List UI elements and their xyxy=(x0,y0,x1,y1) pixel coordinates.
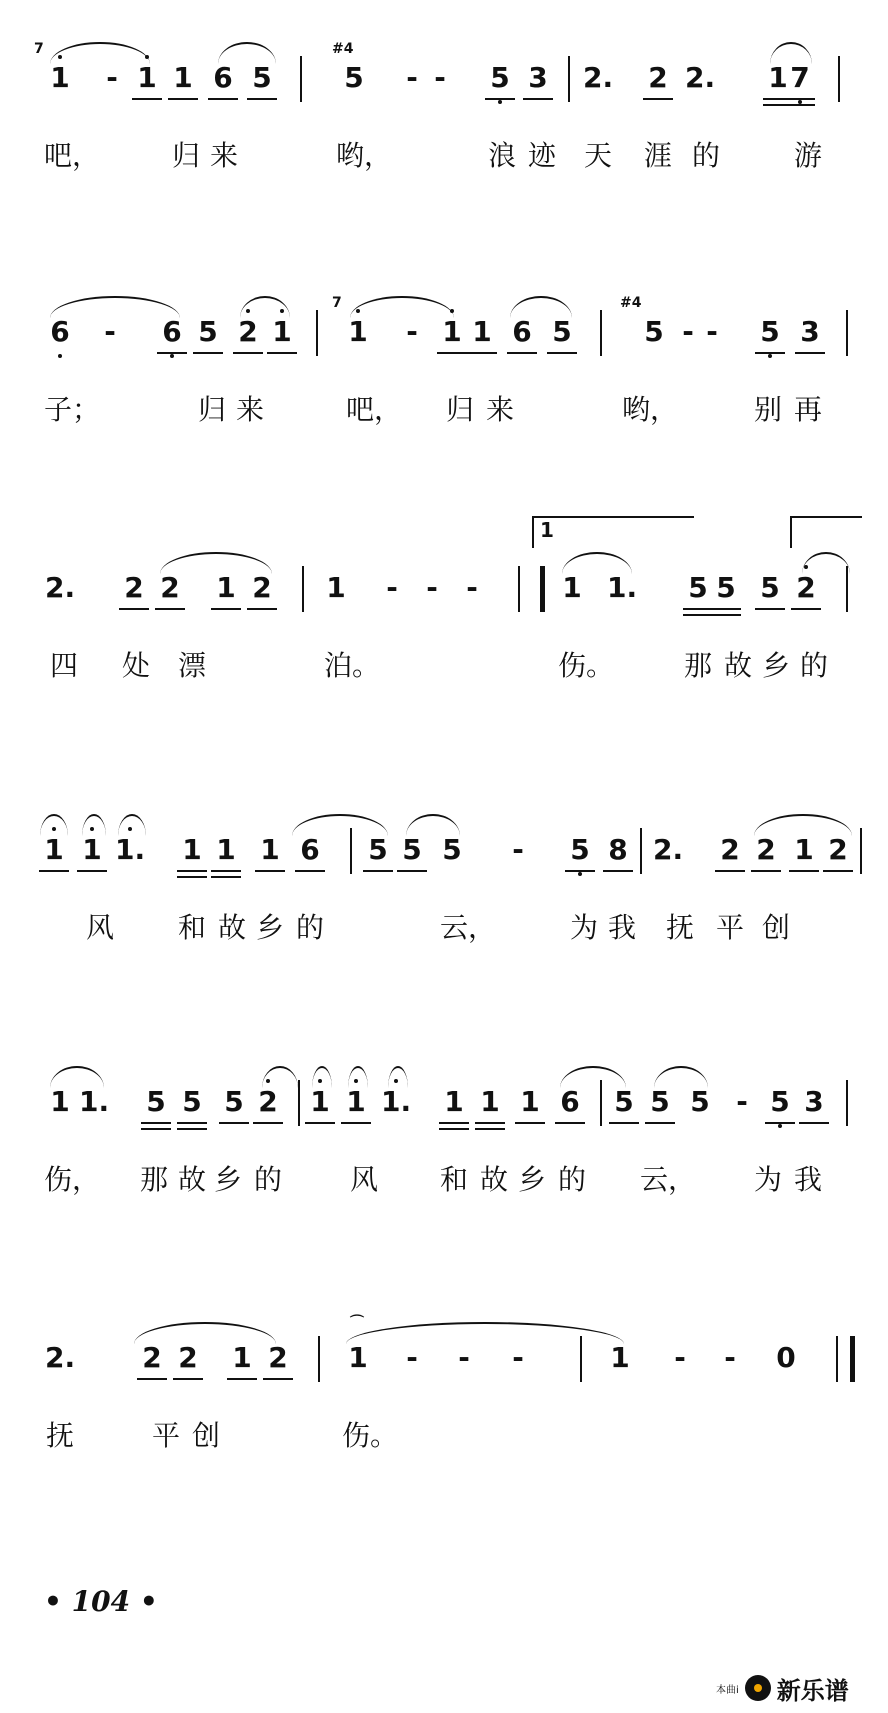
lyric-syllable: 抚 xyxy=(45,1419,74,1452)
lyric-syllable: 故 xyxy=(723,649,752,682)
note: 2 xyxy=(263,1338,293,1380)
note: 1 xyxy=(168,58,198,100)
lyric-syllable: 泊。 xyxy=(324,649,381,682)
grace-note-mark: 7 xyxy=(34,41,44,57)
note: 1 xyxy=(467,312,497,354)
note: 1 xyxy=(255,830,285,872)
lyric-syllable: 为 xyxy=(753,1163,782,1196)
lyric-syllable: 乡 xyxy=(213,1163,242,1196)
lyric-syllable: 归 xyxy=(445,393,474,426)
lyric-syllable: 吧， xyxy=(44,139,101,172)
lyric-syllable: 和 xyxy=(177,911,206,944)
note: 1 xyxy=(39,830,69,872)
lyric-syllable: 平 xyxy=(151,1419,180,1452)
hold-dash: - xyxy=(512,1341,524,1374)
slur xyxy=(348,1066,368,1088)
note: 1 xyxy=(305,1082,335,1124)
lyric-syllable: 的 xyxy=(295,911,324,944)
lyric-syllable: 云， xyxy=(440,911,497,944)
note: 6 xyxy=(295,830,325,872)
note: 5 xyxy=(141,1082,171,1124)
slur xyxy=(82,814,106,836)
note: 5 xyxy=(547,312,577,354)
slur xyxy=(388,1066,408,1088)
lyric-syllable: 归 xyxy=(197,393,226,426)
note: 2. xyxy=(653,833,684,866)
slur xyxy=(406,814,460,836)
slur xyxy=(240,296,290,318)
slur xyxy=(770,42,812,64)
slur xyxy=(292,814,388,836)
hold-dash: - xyxy=(706,315,718,348)
note: 2 xyxy=(137,1338,167,1380)
note: 1 xyxy=(177,830,207,872)
lyric-syllable: 故 xyxy=(217,911,246,944)
note: 5 xyxy=(644,315,664,348)
hold-dash: - xyxy=(426,571,438,604)
lyric-line xyxy=(0,908,888,948)
grace-note-mark: #4 xyxy=(620,295,642,311)
lyric-syllable: 哟， xyxy=(622,393,679,426)
lyric-syllable: 别 xyxy=(753,393,782,426)
note: 5 xyxy=(645,1082,675,1124)
lyric-syllable: 的 xyxy=(799,649,828,682)
lyric-syllable: 伤， xyxy=(44,1163,101,1196)
lyric-syllable: 伤。 xyxy=(558,649,615,682)
hold-dash: - xyxy=(458,1341,470,1374)
notation-line xyxy=(0,1308,888,1408)
lyric-syllable: 再 xyxy=(793,393,822,426)
note: 1 xyxy=(211,830,241,872)
lyric-syllable: 为 xyxy=(569,911,598,944)
lyric-syllable: 创 xyxy=(191,1419,220,1452)
note: 2 xyxy=(247,568,277,610)
note: 5 xyxy=(397,830,427,872)
note: 5 xyxy=(442,833,462,866)
logo-small-text: 本曲i xyxy=(716,1684,739,1696)
lyric-syllable: 哟， xyxy=(336,139,393,172)
lyric-line xyxy=(0,1416,888,1456)
lyric-syllable: 我 xyxy=(793,1163,822,1196)
note: 0 xyxy=(776,1341,796,1374)
note: 2 xyxy=(643,58,673,100)
note: 8 xyxy=(603,830,633,872)
bar-line xyxy=(568,56,570,102)
note: 1 xyxy=(475,1082,505,1124)
slur xyxy=(754,814,852,836)
note: 6 xyxy=(45,312,75,352)
note: 5 xyxy=(177,1082,207,1124)
volta-bracket xyxy=(532,516,694,548)
lyric-syllable: 乡 xyxy=(761,649,790,682)
hold-dash: - xyxy=(434,61,446,94)
note: 2 xyxy=(173,1338,203,1380)
slur xyxy=(262,1066,298,1088)
note: 1 xyxy=(610,1341,630,1374)
slur xyxy=(118,814,146,836)
slur xyxy=(560,1066,626,1088)
bar-line xyxy=(860,828,862,874)
note: 1. xyxy=(79,1085,110,1118)
note: 5 xyxy=(344,61,364,94)
lyric-syllable: 和 xyxy=(439,1163,468,1196)
note: 3 xyxy=(799,1082,829,1124)
lyric-syllable: 乡 xyxy=(255,911,284,944)
note: 5 xyxy=(193,312,223,354)
lyric-line xyxy=(0,1160,888,1200)
lyric-syllable: 风 xyxy=(85,911,114,944)
note: 1 xyxy=(515,1082,545,1124)
note: 2 xyxy=(233,312,263,354)
hold-dash: - xyxy=(466,571,478,604)
lyric-syllable: 的 xyxy=(691,139,720,172)
lyric-syllable: 故 xyxy=(479,1163,508,1196)
note: 5 xyxy=(609,1082,639,1124)
slur xyxy=(312,1066,332,1088)
lyric-syllable: 那 xyxy=(683,649,712,682)
bar-line xyxy=(846,310,848,356)
lyric-syllable: 处 xyxy=(121,649,150,682)
hold-dash: - xyxy=(674,1341,686,1374)
lyric-syllable: 漂 xyxy=(177,649,206,682)
note: 1 xyxy=(132,58,162,100)
double-bar-line xyxy=(518,566,520,612)
lyric-syllable: 风 xyxy=(349,1163,378,1196)
hold-dash: - xyxy=(682,315,694,348)
lyric-syllable: 子； xyxy=(44,393,101,426)
bar-line xyxy=(838,56,840,102)
hold-dash: - xyxy=(106,61,118,94)
note: 2. xyxy=(45,571,76,604)
note: 1 xyxy=(343,312,373,352)
slur xyxy=(218,42,276,64)
lyric-syllable: 来 xyxy=(235,393,264,426)
note: 2 xyxy=(119,568,149,610)
lyric-syllable: 浪 xyxy=(487,139,516,172)
slur xyxy=(346,1322,624,1344)
lyric-syllable: 故 xyxy=(177,1163,206,1196)
record-disc-icon xyxy=(745,1675,771,1701)
notation-line xyxy=(0,1052,888,1152)
note: 2. xyxy=(45,1341,76,1374)
lyric-syllable: 来 xyxy=(485,393,514,426)
note: 2 xyxy=(791,568,821,610)
note: 5 xyxy=(247,58,277,100)
notation-line xyxy=(0,28,888,128)
slur xyxy=(40,814,68,836)
note: 1. xyxy=(381,1082,411,1122)
note: 1 xyxy=(437,312,467,354)
lyric-syllable: 的 xyxy=(557,1163,586,1196)
note: 5 xyxy=(765,1082,795,1124)
note: 1 xyxy=(77,830,107,872)
note: 1 xyxy=(348,1341,368,1374)
lyric-syllable: 的 xyxy=(253,1163,282,1196)
note: 1 xyxy=(326,571,346,604)
note: 2 xyxy=(751,830,781,872)
bar-line xyxy=(316,310,318,356)
lyric-syllable: 云， xyxy=(640,1163,697,1196)
page-number: • 104 • xyxy=(44,1585,158,1618)
note: 1 xyxy=(789,830,819,872)
hold-dash: - xyxy=(406,61,418,94)
site-logo xyxy=(716,1668,849,1708)
hold-dash: - xyxy=(406,315,418,348)
note: 1. xyxy=(115,830,145,870)
slur xyxy=(134,1322,276,1344)
slur xyxy=(510,296,572,318)
note: 2 xyxy=(715,830,745,872)
hold-dash: - xyxy=(736,1085,748,1118)
note: 6 xyxy=(555,1082,585,1124)
note: 2. xyxy=(685,61,716,94)
lyric-syllable: 创 xyxy=(761,911,790,944)
double-bar-line xyxy=(540,566,545,612)
bar-line xyxy=(600,310,602,356)
bar-line xyxy=(300,56,302,102)
note: 7 xyxy=(785,58,815,100)
note: 5 xyxy=(485,58,515,100)
lyric-syllable: 天 xyxy=(583,139,612,172)
note: 1 xyxy=(562,571,582,604)
note: 5 xyxy=(755,312,785,354)
note: 5 xyxy=(690,1085,710,1118)
slur xyxy=(654,1066,708,1088)
lyric-syllable: 我 xyxy=(607,911,636,944)
note: 6 xyxy=(507,312,537,354)
notation-line xyxy=(0,518,888,638)
note: 1 xyxy=(227,1338,257,1380)
lyric-line xyxy=(0,136,888,176)
bar-line xyxy=(640,828,642,874)
notation-line xyxy=(0,282,888,382)
double-bar-line xyxy=(836,1336,838,1382)
note: 1 xyxy=(341,1082,371,1124)
lyric-syllable: 四 xyxy=(49,649,78,682)
volta-bracket xyxy=(790,516,862,548)
slur xyxy=(562,552,632,574)
note: 2 xyxy=(155,568,185,610)
lyric-syllable: 抚 xyxy=(665,911,694,944)
hold-dash: - xyxy=(724,1341,736,1374)
hold-dash: - xyxy=(386,571,398,604)
grace-note-mark: #4 xyxy=(332,41,354,57)
slur xyxy=(350,296,454,318)
lyric-syllable: 平 xyxy=(715,911,744,944)
bar-line xyxy=(846,1080,848,1126)
hold-dash: - xyxy=(406,1341,418,1374)
slur xyxy=(50,42,150,64)
lyric-line xyxy=(0,390,888,430)
slur xyxy=(50,1066,104,1088)
bar-line xyxy=(298,1080,300,1126)
logo-text: 新乐谱 xyxy=(776,1676,849,1705)
note: 1 xyxy=(211,568,241,610)
lyric-syllable: 迹 xyxy=(527,139,556,172)
lyric-syllable: 吧， xyxy=(346,393,403,426)
notation-line xyxy=(0,800,888,900)
lyric-syllable: 乡 xyxy=(517,1163,546,1196)
note: 5 xyxy=(711,568,741,610)
hold-dash: - xyxy=(104,315,116,348)
note: 5 xyxy=(755,568,785,610)
note: 1 xyxy=(45,58,75,98)
note: 1 xyxy=(267,312,297,354)
note: 1 xyxy=(50,1085,70,1118)
slur xyxy=(802,552,850,574)
note: 5 xyxy=(683,568,713,610)
grace-note-mark: 7 xyxy=(332,295,342,311)
note: 2 xyxy=(253,1082,283,1124)
note: 1 xyxy=(763,58,793,100)
lyric-syllable: 归 xyxy=(171,139,200,172)
note: 5 xyxy=(219,1082,249,1124)
fermata-icon: ⌒ xyxy=(350,1315,364,1331)
lyric-syllable: 来 xyxy=(209,139,238,172)
lyric-line xyxy=(0,646,888,686)
note: 1. xyxy=(607,571,638,604)
note: 3 xyxy=(795,312,825,354)
note: 1 xyxy=(439,1082,469,1124)
note: 2. xyxy=(583,61,614,94)
double-bar-line xyxy=(850,1336,855,1382)
lyric-syllable: 那 xyxy=(139,1163,168,1196)
bar-line xyxy=(318,1336,320,1382)
volta-number: 1 xyxy=(540,518,554,542)
lyric-syllable: 伤。 xyxy=(342,1419,399,1452)
note: 6 xyxy=(157,312,187,354)
note: 5 xyxy=(565,830,595,872)
note: 3 xyxy=(523,58,553,100)
bar-line xyxy=(302,566,304,612)
note: 2 xyxy=(823,830,853,872)
slur xyxy=(160,552,272,574)
lyric-syllable: 游 xyxy=(793,139,822,172)
note: 5 xyxy=(363,830,393,872)
lyric-syllable: 涯 xyxy=(643,139,672,172)
note: 6 xyxy=(208,58,238,100)
hold-dash: - xyxy=(512,833,524,866)
slur xyxy=(50,296,180,318)
